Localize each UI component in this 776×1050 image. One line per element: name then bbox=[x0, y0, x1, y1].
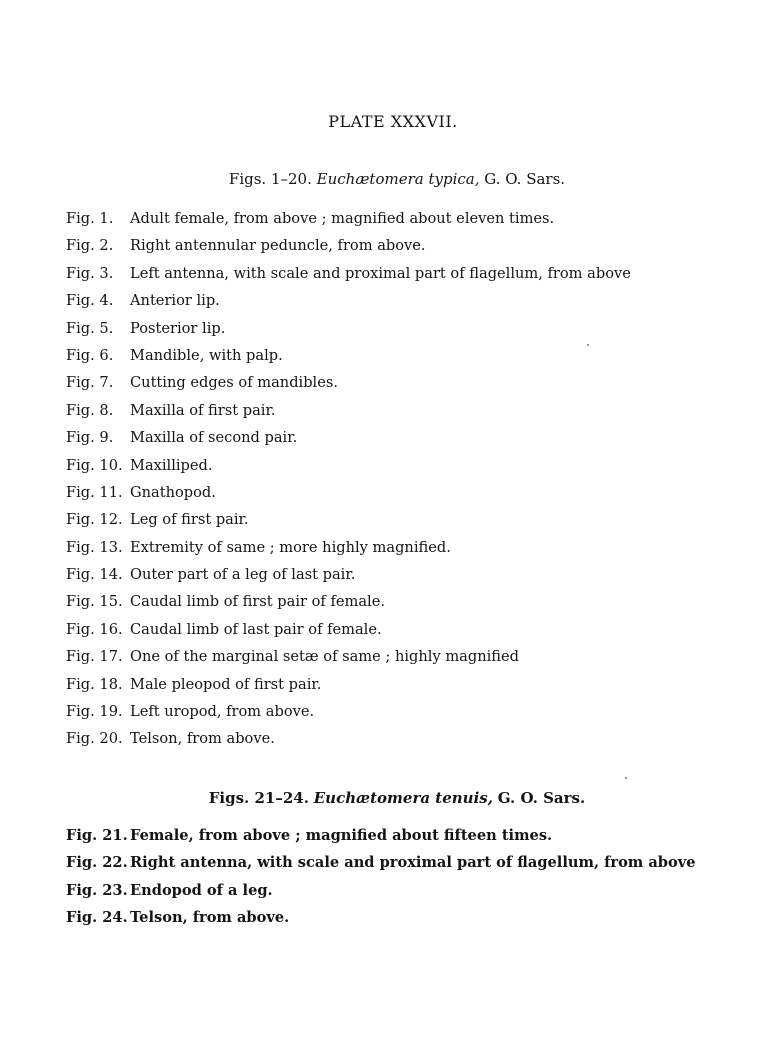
legend-entry bbox=[66, 849, 756, 876]
figure-number: Fig. 18. bbox=[66, 675, 123, 693]
species-author: G. O. Sars. bbox=[497, 789, 586, 807]
figure-number: Fig. 20. bbox=[66, 730, 123, 748]
figure-number: Fig. 15. bbox=[66, 593, 123, 611]
figure-description: Right antenna, with scale and proximal part of flagellum, from above bbox=[130, 854, 696, 872]
figure-description: Left uropod, from above. bbox=[130, 703, 315, 721]
figure-legend-list-typica bbox=[66, 205, 756, 753]
legend-entry bbox=[66, 877, 756, 904]
legend-entry bbox=[66, 287, 756, 314]
figure-description: Posterior lip. bbox=[130, 319, 226, 337]
legend-entry bbox=[66, 205, 756, 232]
figure-description: Leg of first pair. bbox=[130, 511, 249, 529]
legend-entry bbox=[66, 452, 756, 479]
figure-description: Endopod of a leg. bbox=[130, 881, 273, 899]
legend-entry bbox=[66, 506, 756, 533]
legend-entry bbox=[66, 725, 756, 752]
figure-number: Fig. 13. bbox=[66, 538, 123, 556]
legend-entry bbox=[66, 369, 756, 396]
figure-description: Extremity of same ; more highly magnified. bbox=[130, 538, 451, 556]
section-heading-tenuis bbox=[0, 789, 776, 807]
figure-description: Left antenna, with scale and proximal part of flagellum, from above bbox=[130, 264, 631, 282]
figure-description: Male pleopod of first pair. bbox=[130, 675, 322, 693]
figure-description: Outer part of a leg of last pair. bbox=[130, 566, 356, 584]
figure-description: Cutting edges of mandibles. bbox=[130, 374, 338, 392]
figure-description: Telson, from above. bbox=[130, 730, 275, 748]
legend-entry bbox=[66, 588, 756, 615]
figure-number: Fig. 19. bbox=[66, 703, 123, 721]
figure-number: Fig. 5. bbox=[66, 319, 114, 337]
figure-number: Fig. 1. bbox=[66, 210, 114, 227]
figure-number: Fig. 22. bbox=[66, 854, 128, 872]
legend-entry bbox=[66, 698, 756, 725]
legend-entry bbox=[66, 260, 756, 287]
figure-description: Maxilla of second pair. bbox=[130, 429, 298, 447]
figure-description: Caudal limb of first pair of female. bbox=[130, 593, 385, 611]
figure-number: Fig. 24. bbox=[66, 909, 128, 927]
species-name: Euchætomera tenuis, bbox=[313, 789, 493, 807]
section-heading-typica bbox=[0, 170, 776, 188]
figure-number: Fig. 11. bbox=[66, 483, 123, 501]
figure-number: Fig. 21. bbox=[66, 827, 128, 844]
species-name: Euchætomera typica, bbox=[316, 170, 480, 188]
figure-number: Fig. 8. bbox=[66, 401, 114, 419]
figure-number: Fig. 12. bbox=[66, 511, 123, 529]
figure-number: Fig. 3. bbox=[66, 264, 114, 282]
figure-description: Gnathopod. bbox=[130, 483, 216, 501]
figure-number: Fig. 7. bbox=[66, 374, 114, 392]
figure-legend-list-tenuis bbox=[66, 822, 756, 932]
legend-entry bbox=[66, 616, 756, 643]
legend-entry bbox=[66, 232, 756, 259]
figure-number: Fig. 17. bbox=[66, 648, 123, 666]
plate-title: PLATE XXXVII. bbox=[328, 112, 458, 131]
figure-description: Maxilliped. bbox=[130, 456, 213, 474]
figure-description: Female, from above ; magnified about fifteen times. bbox=[130, 827, 553, 844]
legend-entry bbox=[66, 561, 756, 588]
figure-number: Fig. 2. bbox=[66, 237, 114, 255]
figure-number: Fig. 6. bbox=[66, 346, 114, 364]
figure-number: Fig. 14. bbox=[66, 566, 123, 584]
figure-number: Fig. 16. bbox=[66, 620, 123, 638]
species-author: G. O. Sars. bbox=[484, 170, 566, 188]
figure-number: Fig. 10. bbox=[66, 456, 123, 474]
figure-description: Adult female, from above ; magnified about eleven times. bbox=[130, 210, 555, 227]
legend-entry bbox=[66, 643, 756, 670]
figure-description: Mandible, with palp. bbox=[130, 346, 283, 364]
figure-description: Anterior lip. bbox=[130, 292, 220, 310]
figure-number: Fig. 4. bbox=[66, 292, 114, 310]
figure-description: One of the marginal setæ of same ; highly magnified bbox=[130, 648, 519, 666]
figs-range-label: Figs. 1–20. bbox=[228, 170, 312, 188]
legend-entry bbox=[66, 904, 756, 931]
legend-entry bbox=[66, 671, 756, 698]
figure-number: Fig. 23. bbox=[66, 881, 128, 899]
legend-entry bbox=[66, 342, 756, 369]
legend-entry bbox=[66, 822, 756, 849]
scan-speck bbox=[587, 344, 589, 346]
figure-description: Maxilla of first pair. bbox=[130, 401, 276, 419]
figure-number: Fig. 9. bbox=[66, 429, 114, 447]
figs-range-label: Figs. 21–24. bbox=[208, 789, 309, 807]
legend-entry bbox=[66, 534, 756, 561]
legend-entry bbox=[66, 315, 756, 342]
figure-description: Telson, from above. bbox=[130, 909, 290, 927]
figure-description: Caudal limb of last pair of female. bbox=[130, 620, 382, 638]
legend-entry bbox=[66, 397, 756, 424]
legend-entry bbox=[66, 479, 756, 506]
figure-description: Right antennular peduncle, from above. bbox=[130, 237, 426, 255]
scan-speck bbox=[625, 777, 627, 779]
legend-entry bbox=[66, 424, 756, 451]
